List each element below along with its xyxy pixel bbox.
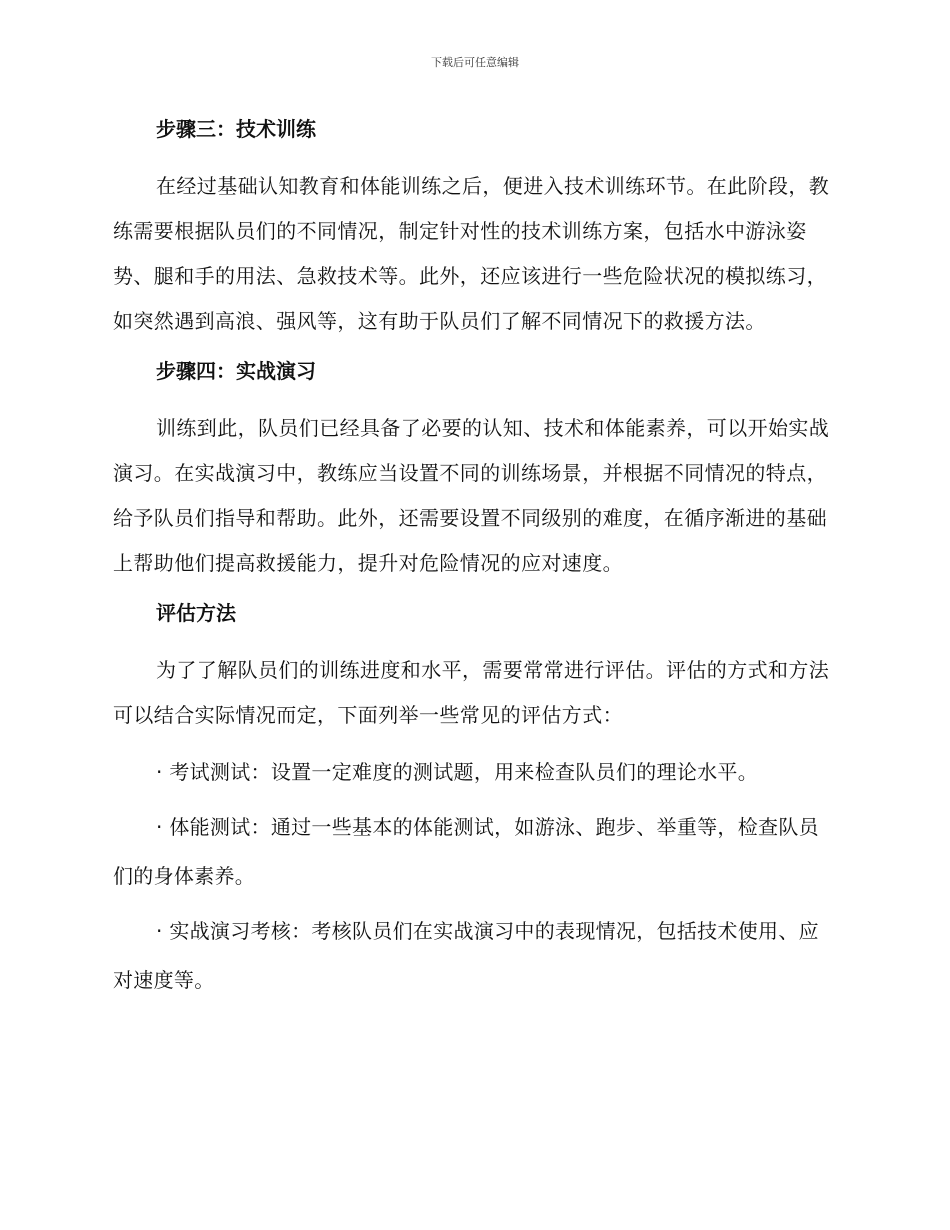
- section-heading-step4: 步骤四：实战演习: [156, 359, 316, 383]
- document-body: [113, 112, 833, 1011]
- section-paragraph-evaluation: 为了了解队员们的训练进度和水平，需要常常进行评估。评估的方式和方法可以结合实际情况而定，下面列举一些常见的评估方式：: [113, 658, 830, 727]
- bullet-item-drill: · 实战演习考核：考核队员们在实战演习中的表现情况，包括技术使用、应对速度等。: [113, 919, 819, 992]
- section-heading-evaluation: 评估方法: [156, 601, 236, 625]
- section-paragraph-step3: 在经过基础认知教育和体能训练之后，便进入技术训练环节。在此阶段，教练需要根据队员们的不同情况，制定针对性的技术训练方案，包括水中游泳姿势、腿和手的用法、急救技术等。此外，还应该进行一些危险状况的模拟练习，如突然遇到高浪、强风等，这有助于队员们了解不同情况下的救援方法。: [113, 174, 830, 333]
- bullet-item-exam: · 考试测试：设置一定难度的测试题，用来检查队员们的理论水平。: [156, 760, 759, 784]
- bullet-item-fitness: · 体能测试：通过一些基本的体能测试，如游泳、跑步、举重等，检查队员们的身体素养。: [113, 815, 819, 888]
- section-heading-step3: 步骤三：技术训练: [156, 117, 316, 141]
- header-note: 下载后可任意编辑: [431, 56, 519, 69]
- section-paragraph-step4: 训练到此，队员们已经具备了必要的认知、技术和体能素养，可以开始实战演习。在实战演习中，教练应当设置不同的训练场景，并根据不同情况的特点，给予队员们指导和帮助。此外，还需要设置不同级别的难度，在循序渐进的基础上帮助他们提高救援能力，提升对危险情况的应对速度。: [113, 416, 830, 575]
